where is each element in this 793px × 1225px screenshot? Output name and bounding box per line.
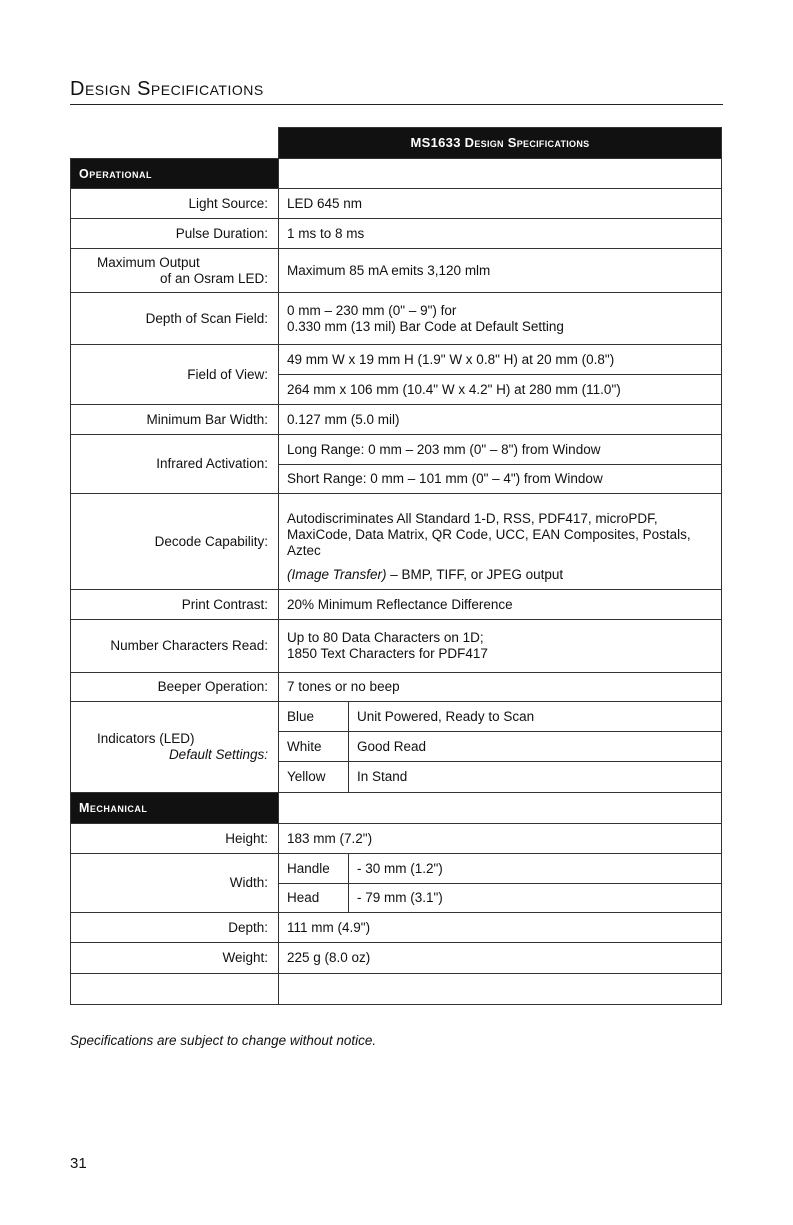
page-title: Design Specifications (70, 78, 264, 100)
weight-value: 225 g (8.0 oz) (279, 943, 722, 974)
light-source-value: LED 645 nm (279, 189, 722, 219)
width-part-value: - 30 mm (1.2") (349, 854, 722, 884)
decode-label: Decode Capability: (71, 494, 279, 590)
chars-read-line1: Up to 80 Data Characters on 1D; (287, 630, 484, 645)
section-empty-cell (279, 159, 722, 189)
page-number: 31 (70, 1155, 87, 1172)
indicator-color: Blue (279, 702, 349, 732)
empty-cell (71, 974, 279, 1005)
width-label: Width: (71, 854, 279, 913)
decode-image-formats: – BMP, TIFF, or JPEG output (386, 567, 564, 583)
table-row (71, 673, 722, 702)
spec-table (70, 127, 722, 1005)
indicator-meaning: Good Read (349, 732, 722, 762)
decode-image-transfer: (Image Transfer) (287, 567, 387, 583)
weight-label: Weight: (71, 943, 279, 974)
table-row (71, 702, 722, 732)
light-source-label: Light Source: (71, 189, 279, 219)
print-contrast-value: 20% Minimum Reflectance Difference (279, 590, 722, 620)
chars-read-label: Number Characters Read: (71, 620, 279, 673)
section-row-operational (71, 159, 722, 189)
section-row-mechanical (71, 793, 722, 824)
decode-value-2 (279, 562, 722, 590)
field-of-view-value-1: 49 mm W x 19 mm H (1.9" W x 0.8" H) at 20 mm (0.8") (279, 345, 722, 375)
max-output-value: Maximum 85 mA emits 3,120 mlm (279, 249, 722, 293)
table-row (71, 405, 722, 435)
chars-read-line2: 1850 Text Characters for PDF417 (287, 646, 488, 661)
footnote: Specifications are subject to change without notice. (70, 1033, 377, 1048)
min-bar-width-label: Minimum Bar Width: (71, 405, 279, 435)
table-row (71, 249, 722, 293)
depth-of-field-line2: 0.330 mm (13 mil) Bar Code at Default Setting (287, 318, 564, 334)
width-part: Head (279, 884, 349, 913)
table-row (71, 943, 722, 974)
table-row (71, 824, 722, 854)
table-row (71, 345, 722, 375)
width-part-value: - 79 mm (3.1") (349, 884, 722, 913)
indicator-color: White (279, 732, 349, 762)
table-header-row (71, 128, 722, 159)
table-row-empty (71, 974, 722, 1005)
indicators-label (71, 702, 279, 793)
indicator-color: Yellow (279, 762, 349, 793)
infrared-label: Infrared Activation: (71, 435, 279, 494)
table-row (71, 494, 722, 562)
section-empty-cell (279, 793, 722, 824)
max-output-label-line2: of an Osram LED: (159, 270, 268, 286)
max-output-label (71, 249, 279, 293)
section-operational: Operational (71, 159, 279, 189)
table-row (71, 219, 722, 249)
table-row (71, 854, 722, 884)
table-row (71, 293, 722, 345)
table-row (71, 620, 722, 673)
print-contrast-label: Print Contrast: (71, 590, 279, 620)
infrared-value-2: Short Range: 0 mm – 101 mm (0" – 4") from Window (279, 465, 722, 494)
beeper-label: Beeper Operation: (71, 673, 279, 702)
section-mechanical: Mechanical (71, 793, 279, 824)
min-bar-width-value: 0.127 mm (5.0 mil) (279, 405, 722, 435)
depth-of-field-value (279, 293, 722, 345)
height-label: Height: (71, 824, 279, 854)
empty-cell (279, 974, 722, 1005)
width-part: Handle (279, 854, 349, 884)
infrared-value-1: Long Range: 0 mm – 203 mm (0" – 8") from Window (279, 435, 722, 465)
pulse-duration-label: Pulse Duration: (71, 219, 279, 249)
table-header: MS1633 Design Specifications (279, 128, 722, 159)
field-of-view-label: Field of View: (71, 345, 279, 405)
field-of-view-value-2: 264 mm x 106 mm (10.4" W x 4.2" H) at 280 mm (11.0") (279, 375, 722, 405)
table-row (71, 435, 722, 465)
decode-value-1: Autodiscriminates All Standard 1-D, RSS, PDF417, microPDF, MaxiCode, Data Matrix, QR Code, UCC, EAN Composites, Postals, Aztec (279, 494, 722, 562)
table-row (71, 189, 722, 219)
depth-label: Depth: (71, 913, 279, 943)
pulse-duration-value: 1 ms to 8 ms (279, 219, 722, 249)
chars-read-value (279, 620, 722, 673)
depth-of-field-label: Depth of Scan Field: (71, 293, 279, 345)
beeper-value: 7 tones or no beep (279, 673, 722, 702)
header-blank-cell (71, 128, 279, 159)
indicators-label-line2: Default Settings: (168, 747, 268, 762)
title-divider (70, 104, 723, 105)
table-row (71, 590, 722, 620)
indicator-meaning: In Stand (349, 762, 722, 793)
indicator-meaning: Unit Powered, Ready to Scan (349, 702, 722, 732)
indicators-label-line1: Indicators (LED) (97, 731, 195, 746)
max-output-label-line1: Maximum Output (97, 254, 200, 270)
depth-value: 111 mm (4.9") (279, 913, 722, 943)
height-value: 183 mm (7.2") (279, 824, 722, 854)
depth-of-field-line1: 0 mm – 230 mm (0" – 9") for (287, 302, 457, 318)
table-row (71, 913, 722, 943)
